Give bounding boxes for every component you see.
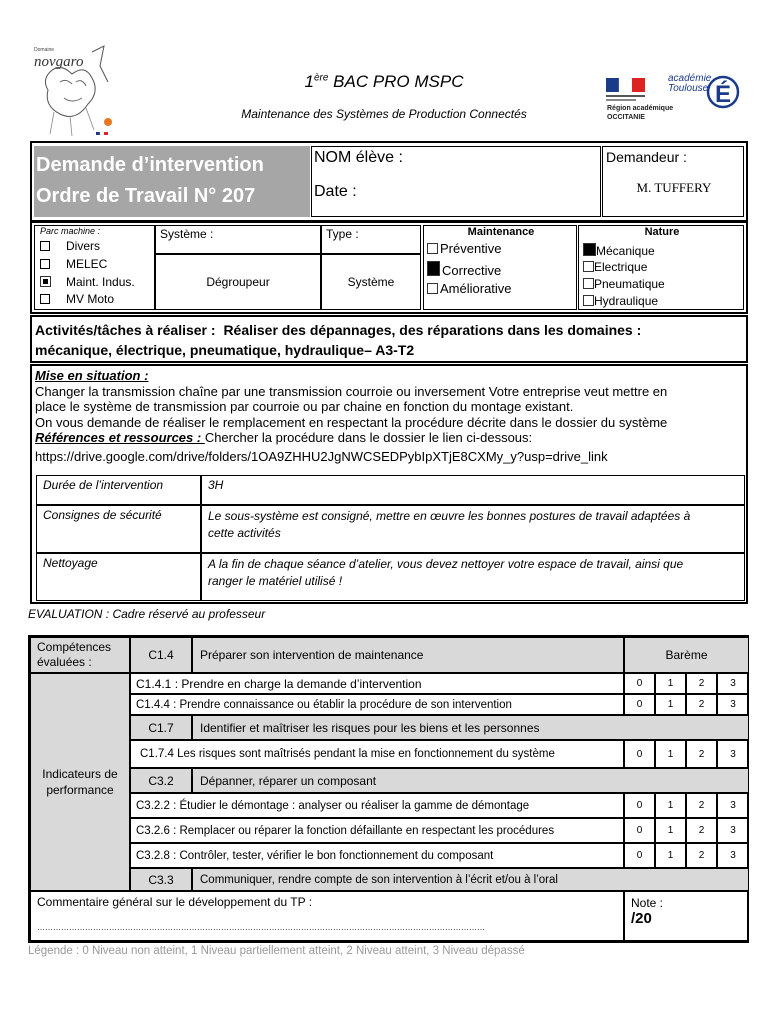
commentaire-area[interactable]: Commentaire général sur le développement du TP : …………………………………………………………………………………………………………………………………………………… — [30, 891, 624, 941]
academie-label: académie Toulouse — [668, 73, 712, 94]
legend: Légende : 0 Niveau non atteint, 1 Niveau partiellement atteint, 2 Niveau atteint, 3 Niveau dépassé — [28, 945, 525, 957]
document-subtitle: Maintenance des Systèmes de Production Connectés — [241, 107, 527, 121]
checkbox-icon — [583, 278, 594, 289]
checkbox-icon — [427, 243, 438, 254]
note-area[interactable]: Note : /20 — [624, 891, 749, 941]
situation-title: Mise en situation : — [35, 368, 149, 383]
score-cell[interactable]: 2 — [686, 740, 717, 768]
score-cell[interactable]: 2 — [686, 818, 717, 843]
c17-text: Identifier et maîtriser les risques pour les biens et les personnes — [192, 715, 749, 740]
score-cell[interactable]: 3 — [717, 694, 749, 715]
c141-row: C1.4.1 : Prendre en charge la demande d’intervention — [130, 673, 624, 694]
score-cell[interactable]: 1 — [655, 793, 686, 818]
maintenance-corrective[interactable]: Corrective — [427, 261, 501, 278]
c326-row: C3.2.6 : Remplacer ou réparer la fonction défaillante en respectant les procédures — [130, 818, 624, 843]
type-value-cell: Système — [321, 254, 421, 310]
checkbox-checked-icon — [583, 243, 596, 256]
score-cell[interactable]: 3 — [717, 673, 749, 694]
checkbox-checked-icon — [427, 261, 440, 276]
score-cell[interactable]: 3 — [717, 818, 749, 843]
references-line: Références et ressources : Chercher la procédure dans le dossier le lien ci-dessous: — [35, 430, 533, 445]
svg-text:É: É — [714, 81, 732, 108]
nature-header: Nature — [644, 226, 680, 238]
nature-electrique[interactable]: Electrique — [583, 260, 647, 274]
c17-code: C1.7 — [130, 715, 192, 740]
parc-item-maint-indus[interactable]: Maint. Indus. — [40, 275, 135, 289]
nom-label: NOM élève : — [314, 149, 403, 166]
demandeur-label: Demandeur : — [606, 149, 687, 165]
systeme-label-cell: Système : — [155, 225, 321, 254]
nettoyage-value-cell: A la fin de chaque séance d’atelier, vous devez nettoyer votre espace de travail, ainsi que ranger le matériel utilisé ! — [201, 553, 745, 601]
score-cell[interactable]: 3 — [717, 843, 749, 868]
checkbox-icon — [40, 294, 50, 304]
demandeur-value: M. TUFFERY — [636, 180, 712, 195]
parc-machine-area — [34, 225, 155, 310]
consignes-value-cell: Le sous-système est consigné, mettre en œuvre les bonnes postures de travail adaptées à cette activités — [201, 505, 745, 553]
consignes-label-cell: Consignes de sécurité — [36, 505, 201, 553]
score-cell[interactable]: 1 — [655, 673, 686, 694]
nature-mecanique[interactable]: Mécanique — [583, 243, 655, 258]
details-table — [36, 475, 745, 601]
checkbox-checked-icon — [40, 276, 51, 287]
document-title: 1ère BAC PRO MSPC — [304, 72, 464, 91]
resource-link[interactable]: https://drive.google.com/drive/folders/1OA9ZHHU2JgNWCSEDPybIpXTjE8CXMy_y?usp=drive_link — [35, 448, 608, 464]
score-cell[interactable]: 2 — [686, 694, 717, 715]
score-cell[interactable]: 0 — [624, 793, 655, 818]
region-label: Région académique OCCITANIE — [607, 105, 674, 121]
student-name-area[interactable] — [311, 146, 601, 217]
checkbox-icon — [427, 283, 438, 294]
date-label: Date : — [314, 183, 357, 200]
demande-title-line2: Ordre de Travail N° 207 — [36, 185, 256, 207]
c322-row: C3.2.2 : Étudier le démontage : analyser ou réaliser la gamme de démontage — [130, 793, 624, 818]
maintenance-header: Maintenance — [467, 226, 535, 238]
maintenance-ameliorative[interactable]: Améliorative — [427, 281, 512, 296]
republique-francaise-logo — [606, 78, 646, 102]
parc-item-divers[interactable]: Divers — [40, 239, 100, 253]
score-cell[interactable]: 1 — [655, 694, 686, 715]
c14-text: Préparer son intervention de maintenance — [192, 637, 624, 673]
c33-text: Communiquer, rendre compte de son intervention à l’écrit et/ou à l’oral — [192, 868, 749, 891]
score-cell[interactable]: 0 — [624, 694, 655, 715]
score-cell[interactable]: 0 — [624, 673, 655, 694]
bareme-header: Barème — [624, 637, 749, 673]
score-cell[interactable]: 3 — [717, 740, 749, 768]
evaluation-table — [28, 635, 749, 943]
score-cell[interactable]: 0 — [624, 843, 655, 868]
parc-item-mv-moto[interactable]: MV Moto — [40, 292, 114, 306]
type-label-cell: Type : — [321, 225, 421, 254]
duree-label-cell: Durée de l’intervention — [36, 475, 201, 505]
checkbox-icon — [40, 241, 50, 251]
indicateurs-label: Indicateurs de performance — [30, 673, 130, 891]
c328-row: C3.2.8 : Contrôler, tester, vérifier le bon fonctionnement du composant — [130, 843, 624, 868]
activites-block — [30, 315, 748, 363]
score-cell[interactable]: 0 — [624, 740, 655, 768]
nature-hydraulique[interactable]: Hydraulique — [583, 294, 658, 308]
c174-row: C1.7.4 Les risques sont maîtrisés pendant la mise en fonctionnement du système — [130, 740, 624, 768]
checkbox-icon — [583, 261, 594, 272]
situation-content — [35, 368, 745, 464]
svg-text:novgaro: novgaro — [34, 54, 84, 70]
checkbox-icon — [583, 295, 594, 306]
nettoyage-label-cell: Nettoyage — [36, 553, 201, 601]
demande-title — [34, 146, 310, 217]
activites-text: Activités/tâches à réaliser : Réaliser des dépannages, des réparations dans les domaines : mécanique, électrique, pneumatique, hydraulique– A3-T2 — [35, 322, 642, 358]
duree-value-cell: 3H — [201, 475, 745, 505]
situation-line3: On vous demande de réaliser le remplacement en respectant la procédure décrite dans le dossier du système — [35, 414, 668, 430]
competences-label: Compétences évaluées : — [30, 637, 130, 673]
parc-item-melec[interactable]: MELEC — [40, 257, 107, 271]
demande-title-line1: Demande d’intervention — [36, 154, 264, 176]
score-cell[interactable]: 2 — [686, 673, 717, 694]
c32-text: Dépanner, réparer un composant — [192, 768, 749, 793]
parc-label: Parc machine : — [40, 226, 101, 236]
evaluation-caption: EVALUATION : Cadre réservé au professeur — [28, 607, 266, 621]
score-cell[interactable]: 2 — [686, 843, 717, 868]
situation-line1: Changer la transmission chaîne par une transmission courroie ou inversement Votre entreprise veut mettre en — [35, 383, 668, 399]
c14-code: C1.4 — [130, 637, 192, 673]
demandeur-area — [602, 146, 744, 217]
nature-area — [578, 225, 744, 310]
score-cell[interactable]: 3 — [717, 793, 749, 818]
maintenance-area — [423, 225, 577, 310]
c144-row: C1.4.4 : Prendre connaissance ou établir la procédure de son intervention — [130, 694, 624, 715]
score-cell[interactable]: 1 — [655, 843, 686, 868]
score-cell[interactable]: 0 — [624, 818, 655, 843]
c32-code: C3.2 — [130, 768, 192, 793]
systeme-value-cell: Dégroupeur — [155, 254, 321, 310]
checkbox-icon — [40, 259, 50, 269]
academie-logo — [706, 70, 740, 110]
maintenance-preventive[interactable]: Préventive — [427, 241, 501, 256]
svg-text:Domaine: Domaine — [34, 47, 55, 53]
situation-line2: place le système de transmission par courroie ou par chaine en fonction du montage existant. — [35, 399, 574, 414]
c33-code: C3.3 — [130, 868, 192, 891]
score-cell[interactable]: 1 — [655, 818, 686, 843]
score-cell[interactable]: 1 — [655, 740, 686, 768]
nature-pneumatique[interactable]: Pneumatique — [583, 277, 665, 291]
score-cell[interactable]: 2 — [686, 793, 717, 818]
